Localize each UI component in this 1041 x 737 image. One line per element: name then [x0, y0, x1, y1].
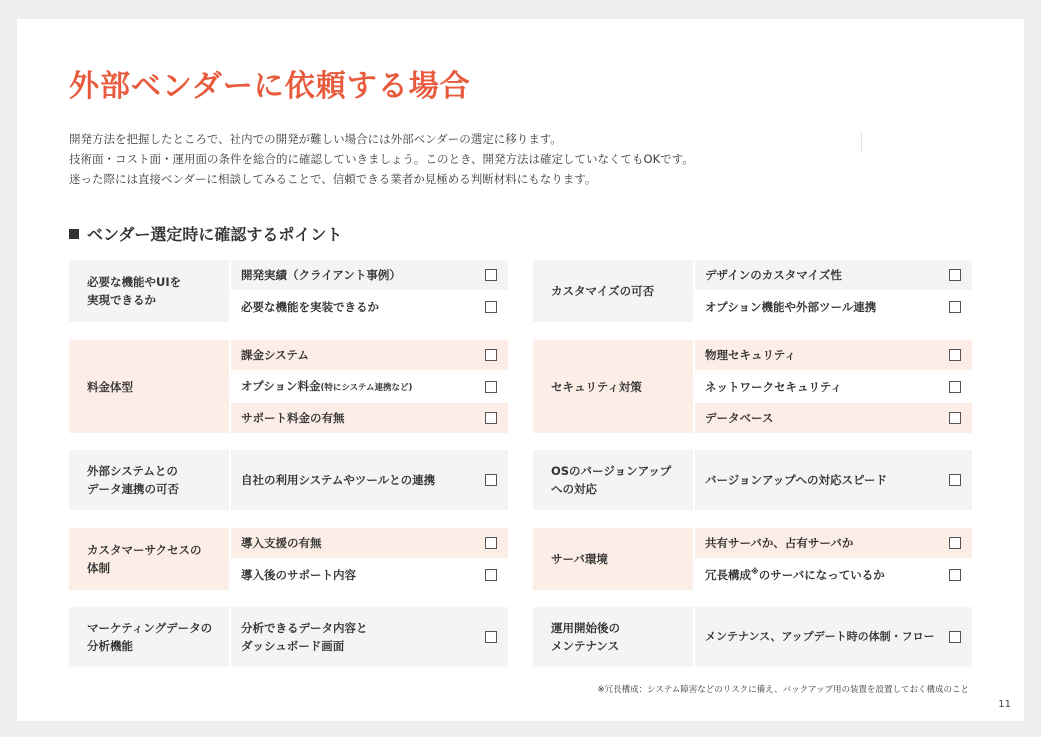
section-heading: [69, 222, 342, 245]
checklist-block-maintenance: [533, 607, 972, 667]
checklist-items: [695, 340, 972, 433]
checkbox[interactable]: [485, 301, 497, 313]
checklist-block-os-update: [533, 450, 972, 510]
checklist-item[interactable]: 必要な機能を実装できるか: [231, 292, 508, 322]
category-label: 料金体型: [69, 340, 229, 433]
checklist-item[interactable]: 共有サーバか、占有サーバか: [695, 528, 972, 560]
checklist-items: [695, 450, 972, 510]
checklist-items: [695, 260, 972, 322]
checkbox[interactable]: [949, 631, 961, 643]
intro-line: 技術面・コスト面・運用面の条件を総合的に確認していきましょう。このとき、開発方法は確定していなくてもOKです。: [69, 152, 694, 166]
square-bullet-icon: [69, 229, 79, 239]
intro-line: 開発方法を把握したところで、社内での開発が難しい場合には外部ベンダーの選定に移ります。: [69, 132, 562, 146]
checkbox[interactable]: [949, 569, 961, 581]
footnote-mark: ※: [751, 567, 759, 576]
checkbox[interactable]: [485, 412, 497, 424]
checklist-item[interactable]: デザインのカスタマイズ性: [695, 260, 972, 292]
checklist-items: [695, 607, 972, 667]
checkbox[interactable]: [485, 269, 497, 281]
checklist-items: [231, 260, 508, 322]
checklist-item[interactable]: メンテナンス、アップデート時の体制・フロー: [695, 607, 972, 667]
checklist-item[interactable]: 自社の利用システムやツールとの連携: [231, 450, 508, 510]
page-title: 外部ベンダーに依頼する場合: [69, 69, 471, 104]
checklist-block-customization: [533, 260, 972, 322]
category-label: 運用開始後の メンテナンス: [533, 607, 693, 667]
checkbox[interactable]: [949, 349, 961, 361]
checklist-block-pricing: [69, 340, 508, 433]
checkbox[interactable]: [949, 381, 961, 393]
checklist-items: [695, 528, 972, 590]
checklist-item[interactable]: バージョンアップへの対応スピード: [695, 450, 972, 510]
checklist-item[interactable]: 開発実績（クライアント事例）: [231, 260, 508, 292]
checklist-block-server: [533, 528, 972, 590]
category-label: カスタマーサクセスの 体制: [69, 528, 229, 590]
footnote: ※冗長構成：システム障害などのリスクに備え、バックアップ用の装置を設置しておく構成のこと: [597, 685, 969, 695]
checkbox[interactable]: [949, 301, 961, 313]
checkbox[interactable]: [485, 474, 497, 486]
checklist-item[interactable]: オプション機能や外部ツール連携: [695, 292, 972, 322]
checklist-item[interactable]: サポート料金の有無: [231, 403, 508, 433]
category-label: カスタマイズの可否: [533, 260, 693, 322]
checklist-block-data-integration: [69, 450, 508, 510]
checkbox[interactable]: [485, 631, 497, 643]
page-number: 11: [998, 699, 1011, 710]
checklist-item[interactable]: 導入後のサポート内容: [231, 560, 508, 590]
item-note: (特にシステム連携など): [320, 382, 413, 393]
intro-text: [69, 129, 694, 189]
checkbox[interactable]: [949, 474, 961, 486]
checklist-block-functionality: [69, 260, 508, 322]
checklist-items: [231, 450, 508, 510]
checklist-item[interactable]: ネットワークセキュリティ: [695, 372, 972, 404]
category-label: マーケティングデータの 分析機能: [69, 607, 229, 667]
checkbox[interactable]: [485, 381, 497, 393]
checklist-item[interactable]: 物理セキュリティ: [695, 340, 972, 372]
checkbox[interactable]: [485, 349, 497, 361]
checklist-item[interactable]: データベース: [695, 403, 972, 433]
checklist-item[interactable]: 課金システム: [231, 340, 508, 372]
checkbox[interactable]: [485, 569, 497, 581]
category-label: セキュリティ対策: [533, 340, 693, 433]
checklist-item[interactable]: 導入支援の有無: [231, 528, 508, 560]
checkbox[interactable]: [485, 537, 497, 549]
checklist-item[interactable]: オプション料金(特にシステム連携など): [231, 372, 508, 404]
intro-line: 迷った際には直接ベンダーに相談してみることで、信頼できる業者か見極める判断材料にもなります。: [69, 172, 597, 186]
divider: [861, 132, 862, 152]
checkbox[interactable]: [949, 412, 961, 424]
checklist-block-customer-success: [69, 528, 508, 590]
checkbox[interactable]: [949, 269, 961, 281]
checklist-item[interactable]: 冗長構成※のサーバになっているか: [695, 560, 972, 590]
category-label: OSのバージョンアップ への対応: [533, 450, 693, 510]
category-label: サーバ環境: [533, 528, 693, 590]
section-heading-text: ベンダー選定時に確認するポイント: [87, 225, 343, 244]
category-label: 外部システムとの データ連携の可否: [69, 450, 229, 510]
checkbox[interactable]: [949, 537, 961, 549]
checklist-items: [231, 607, 508, 667]
checklist-item[interactable]: 分析できるデータ内容と ダッシュボード画面: [231, 607, 508, 667]
category-label: 必要な機能やUIを 実現できるか: [69, 260, 229, 322]
checklist-block-marketing-data: [69, 607, 508, 667]
checklist-block-security: [533, 340, 972, 433]
page: [17, 19, 1024, 721]
checklist-items: [231, 528, 508, 590]
checklist-items: [231, 340, 508, 433]
